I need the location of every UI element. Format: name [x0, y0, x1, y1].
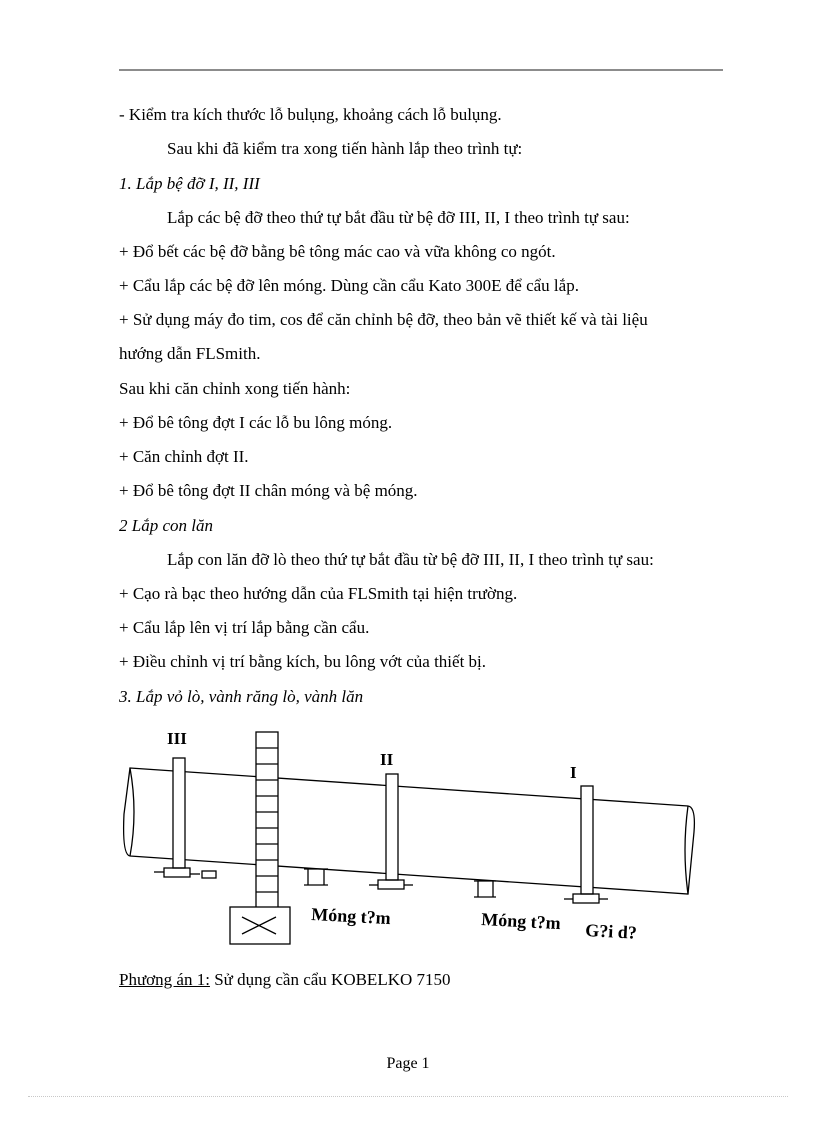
support-label-II: II — [380, 750, 394, 769]
foundation-label-2: Móng t?m — [480, 909, 562, 934]
text-line-14: Lắp con lăn đỡ lò theo thứ tự bắt đầu từ bệ đỡ III, II, I theo trình tự sau: — [167, 550, 654, 569]
support-label-III: III — [167, 729, 187, 748]
text-line-7: + Sử dụng máy đo tim, cos để căn chỉnh bệ đỡ, theo bản vẽ thiết kế và tài liệu — [119, 310, 648, 329]
text-line-2: Sau khi đã kiểm tra xong tiến hành lắp theo trình tự: — [167, 139, 523, 158]
kiln-shell — [124, 768, 695, 894]
text-line-9: Sau khi căn chỉnh xong tiến hành: — [119, 379, 351, 398]
foundation-label-1: Móng t?m — [310, 904, 392, 929]
kiln-diagram — [116, 724, 700, 954]
text-line-12: + Đổ bê tông đợt II chân móng và bệ móng. — [119, 481, 418, 500]
text-line-5: + Đổ bết các bệ đỡ bằng bê tông mác cao và vữa không co ngót. — [119, 242, 556, 261]
support-label-I: I — [570, 763, 577, 782]
text-line-8: hướng dẫn FLSmith. — [119, 344, 261, 363]
kiln-shell-end-left — [130, 768, 134, 856]
header-rule — [119, 69, 723, 71]
support-III — [154, 758, 216, 878]
page-number: Page 1 — [386, 1055, 430, 1072]
text-line-16: + Cẩu lắp lên vị trí lắp bằng cần cẩu. — [119, 618, 370, 637]
caption-option-label: Phương án 1: — [119, 970, 210, 989]
text-line-17: + Điều chỉnh vị trí bằng kích, bu lông vớt của thiết bị. — [119, 652, 487, 671]
text-line-6: + Cẩu lắp các bệ đỡ lên móng. Dùng cần cẩu Kato 300E để cẩu lắp. — [119, 276, 579, 295]
kiln-shell-end-right — [685, 806, 688, 894]
section-heading-3: 3. Lắp vỏ lò, vành răng lò, vành lăn — [119, 687, 364, 706]
text-line-10: + Đổ bê tông đợt I các lỗ bu lông móng. — [119, 413, 393, 432]
page-bottom-border — [28, 1096, 788, 1097]
section-heading-1: 1. Lắp bệ đỡ I, II, III — [119, 174, 260, 193]
crane-tower — [230, 732, 290, 944]
text-line-1: - Kiểm tra kích thước lỗ bulụng, khoảng cách lỗ bulụng. — [119, 105, 502, 124]
text-line-4: Lắp các bệ đỡ theo thứ tự bắt đầu từ bệ đỡ III, II, I theo trình tự sau: — [167, 208, 630, 227]
figure-caption — [119, 970, 451, 990]
caption-text: Sử dụng cần cẩu KOBELKO 7150 — [209, 970, 451, 989]
support-II — [369, 774, 413, 889]
foundation-block-2 — [474, 881, 496, 897]
support-caption: G?i d? — [584, 920, 638, 943]
section-heading-2: 2 Lắp con lăn — [119, 516, 213, 535]
text-line-15: + Cạo rà bạc theo hướng dẫn của FLSmith tại hiện trường. — [119, 584, 518, 603]
foundation-block-1 — [304, 869, 328, 885]
text-line-11: + Căn chỉnh đợt II. — [119, 447, 249, 466]
